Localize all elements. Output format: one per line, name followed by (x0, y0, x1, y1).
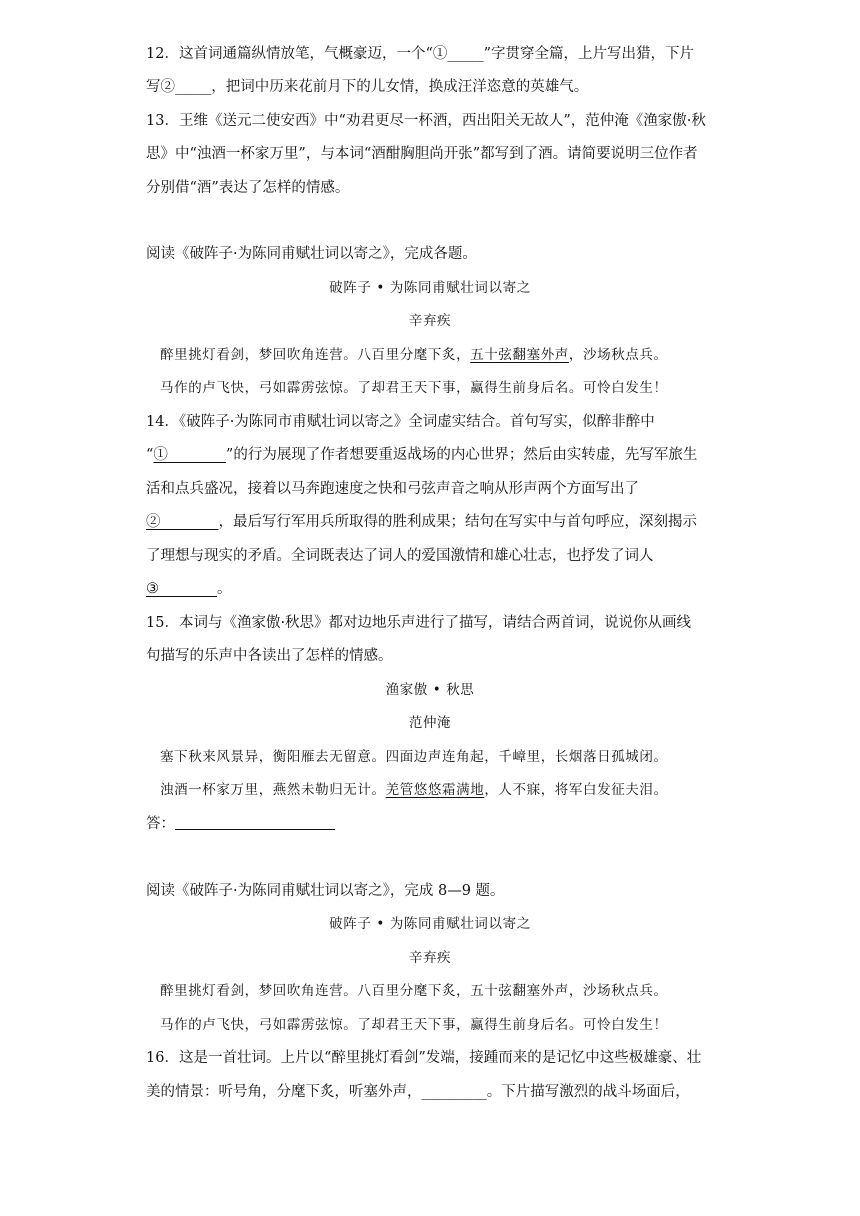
q14-line-6 (146, 579, 232, 599)
q16-line-2: 美的情景：听号角，分麾下炙，听塞外声，_________。下片描写激烈的战斗场面后， (146, 1084, 690, 1100)
q13-line-2: 思》中“浊酒一杯家万里”，与本词“酒酣胸胆尚开张”都写到了酒。请简要说明三位作者 (146, 146, 698, 162)
q14-line-4-text: ，最后写行军用兵所取得的胜利成果；结句在写实中与首句呼应，深刻揭示 (218, 514, 697, 530)
section1-poem-line-1-end: ，沙场秋点兵。 (568, 347, 668, 363)
q14-line-6-text: 。 (217, 581, 232, 597)
section2-poem-author: 辛弃疾 (408, 950, 452, 966)
q15-poem-line-2-end: ，人不寐，将军白发征夫泪。 (484, 782, 668, 798)
q13-line-1: 13．王维《送元二使安西》中“劝君更尽一杯酒，西出阳关无故人”，范仲淹《渔家傲·秋 (146, 113, 706, 129)
q15-poem-line-2-start: 浊酒一杯家万里，燕然未勒归无计。 (160, 782, 386, 798)
q12-line-1: 12．这首词通篇纵情放笔，气概豪迈，一个“①_____”字贯穿全篇，上片写出猎，下片 (146, 46, 695, 62)
section1-poem-line-1-start: 醉里挑灯看剑，梦回吹角连营。八百里分麾下炙， (160, 347, 471, 363)
answer-blank-1[interactable]: ①________ (153, 447, 226, 463)
section1-poem-author: 辛弃疾 (408, 313, 452, 329)
answer-line[interactable] (175, 815, 335, 830)
q14-line-5: 了理想与现实的矛盾。全词既表达了词人的爱国激情和雄心壮志，也抒发了词人 (146, 548, 654, 564)
q15-line-2: 句描写的乐声中各读出了怎样的情感。 (146, 648, 393, 664)
section1-poem-title: 破阵子 • 为陈同甫赋壮词以寄之 (329, 280, 531, 296)
section2-poem-title: 破阵子 • 为陈同甫赋壮词以寄之 (329, 916, 531, 932)
answer-blank-3[interactable]: ③________ (146, 581, 217, 597)
q13-line-3: 分别借“酒”表达了怎样的情感。 (146, 180, 350, 196)
section1-poem-line-2: 马作的卢飞快，弓如霹雳弦惊。了却君王天下事，赢得生前身后名。可怜白发生！ (160, 380, 668, 396)
q15-line-1: 15．本词与《渔家傲·秋思》都对边地乐声进行了描写，请结合两首词，说说你从画线 (146, 615, 692, 631)
q15-poem-line-1: 塞下秋来风景异，衡阳雁去无留意。四面边声连角起，千嶂里，长烟落日孤城闭。 (160, 749, 668, 765)
q16-line-1: 16．这是一首壮词。上片以“醉里挑灯看剑”发端，接踵而来的是记忆中这些极雄豪、壮 (146, 1050, 702, 1066)
answer-label: 答： (146, 816, 175, 832)
section2-poem-line-1: 醉里挑灯看剑，梦回吹角连营。八百里分麾下炙，五十弦翻塞外声，沙场秋点兵。 (160, 983, 668, 999)
underlined-verse: 五十弦翻塞外声 (470, 347, 569, 363)
q14-open-quote: “ (146, 447, 154, 463)
q12-line-2: 写②_____，把词中历来花前月下的儿女情，换成汪洋恣意的英雄气。 (146, 79, 589, 95)
q14-line-2 (146, 445, 697, 465)
q15-poem-title: 渔家傲 • 秋思 (385, 682, 475, 698)
q15-poem-line-2 (160, 780, 668, 800)
q15-answer-row (146, 814, 335, 834)
q15-poem-author: 范仲淹 (408, 715, 452, 731)
underlined-verse-2: 羌管悠悠霜满地 (385, 782, 485, 798)
section2-intro: 阅读《破阵子·为陈同甫赋壮词以寄之》，完成 8—9 题。 (146, 883, 505, 899)
section1-intro: 阅读《破阵子·为陈同甫赋壮词以寄之》，完成各题。 (146, 246, 477, 262)
section2-poem-line-2: 马作的卢飞快，弓如霹雳弦惊。了却君王天下事，赢得生前身后名。可怜白发生！ (160, 1017, 668, 1033)
q14-line-3: 活和点兵盛况，接着以马奔跑速度之快和弓弦声音之响从形声两个方面写出了 (146, 481, 639, 497)
q14-line-1: 14．《破阵子·为陈同市甫赋壮词以寄之》全词虚实结合。首句写实，似醉非醉中 (146, 414, 655, 430)
q14-line-2-text: ”的行为展现了作者想要重返战场的内心世界；然后由实转虚，先写军旅生 (225, 447, 698, 463)
q14-line-4 (146, 512, 697, 532)
answer-blank-2[interactable]: ②________ (146, 514, 219, 530)
section1-poem-line-1 (160, 345, 668, 365)
